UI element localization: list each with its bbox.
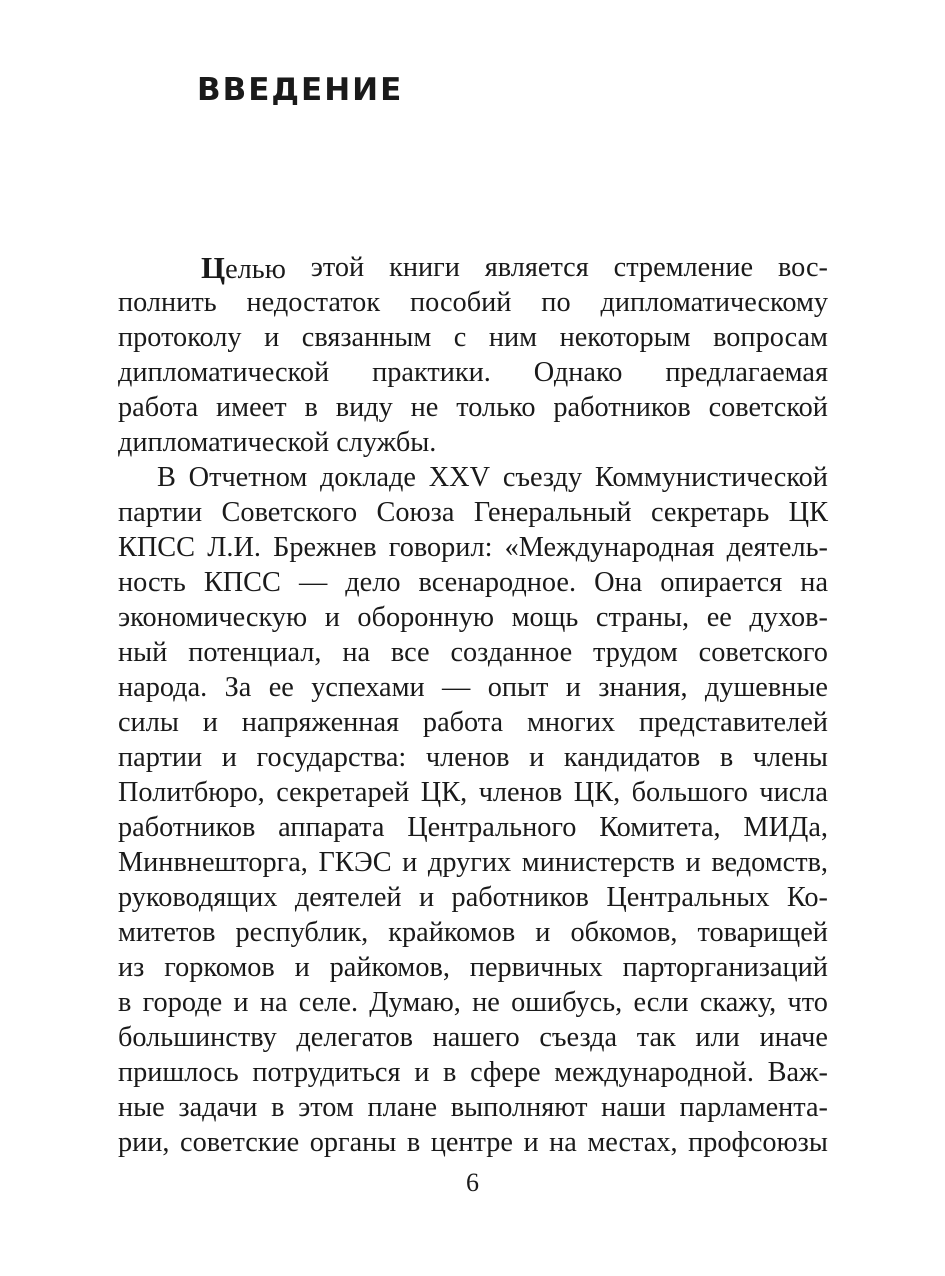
text-line: рии, советские органы в центре и на местах, профсоюзы <box>118 1127 828 1158</box>
text-line: Политбюро, секретарей ЦК, членов ЦК, большого числа <box>118 777 828 808</box>
text-line: работников аппарата Центрального Комитета, МИДа, <box>118 812 828 843</box>
text-line: митетов республик, крайкомов и обкомов, товарищей <box>118 917 828 948</box>
text-line: ность КПСС — дело всенародное. Она опирается на <box>118 567 828 598</box>
text-line: партии и государства: членов и кандидатов в члены <box>118 742 828 773</box>
text-line: дипломатической службы. <box>118 427 437 458</box>
text-line: КПСС Л.И. Брежнев говорил: «Международная деятель- <box>118 532 828 563</box>
paragraph <box>118 460 828 1160</box>
paragraph <box>118 250 828 460</box>
text-line: в городе и на селе. Думаю, не ошибусь, если скажу, что <box>118 987 828 1018</box>
text-line: Минвнешторга, ГКЭС и других министерств и ведомств, <box>118 847 828 878</box>
text-line: работа имеет в виду не только работников советской <box>118 392 828 423</box>
text-line: ные задачи в этом плане выполняют наши парламента- <box>118 1092 828 1123</box>
text-line: экономическую и оборонную мощь страны, ее духов- <box>118 602 828 633</box>
page-number: 6 <box>466 1168 479 1197</box>
text-line: ный потенциал, на все созданное трудом советского <box>118 637 828 668</box>
body-text <box>118 250 828 1160</box>
text-line: Целью этой книги является стремление вос- <box>201 250 828 285</box>
text-line: полнить недостаток пособий по дипломатическому <box>118 287 828 318</box>
text-line: руководящих деятелей и работников Центральных Ко- <box>118 882 828 913</box>
text-line: из горкомов и райкомов, первичных парторганизаций <box>118 952 828 983</box>
text-line: партии Советского Союза Генеральный секретарь ЦК <box>118 497 828 528</box>
text-line: народа. За ее успехами — опыт и знания, душевные <box>118 672 828 703</box>
text-line: большинству делегатов нашего съезда так или иначе <box>118 1022 828 1053</box>
chapter-heading: ВВЕДЕНИЕ <box>197 72 404 108</box>
text-line: силы и напряженная работа многих представителей <box>118 707 828 738</box>
text-line: протоколу и связанным с ним некоторым вопросам <box>118 322 828 353</box>
text-line: дипломатической практики. Однако предлагаемая <box>118 357 828 388</box>
text-line: В Отчетном докладе XXV съезду Коммунистической <box>157 462 828 493</box>
text-line: пришлось потрудиться и в сфере международной. Важ- <box>118 1057 828 1088</box>
